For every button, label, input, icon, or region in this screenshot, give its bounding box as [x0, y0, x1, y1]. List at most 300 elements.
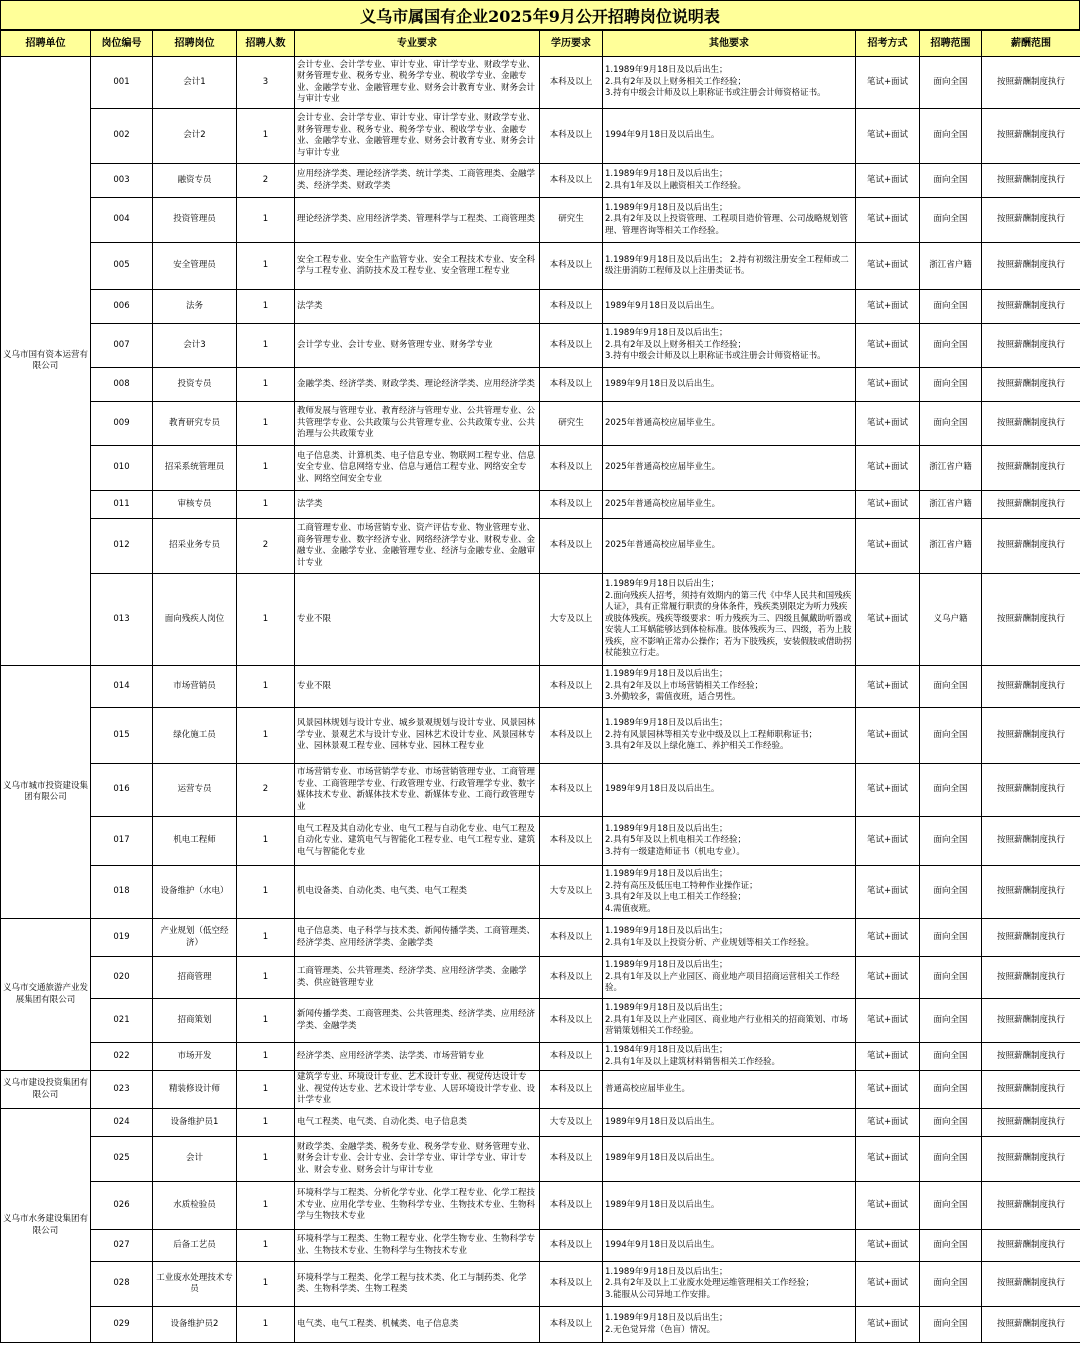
- table-row: [1, 57, 1080, 109]
- other-requirement: 1.1989年9月18日及以后出生； 2.持有初级注册安全工程师或二级注册消防工程师及以上注册类证书。: [603, 243, 856, 290]
- header-scope: 招聘范围: [920, 31, 982, 57]
- major-requirement: 工商管理类、公共管理类、经济学类、应用经济学类、金融学类、供应链管理专业: [295, 957, 540, 999]
- position-number: 015: [91, 708, 153, 764]
- salary-range: 按照薪酬制度执行: [982, 198, 1080, 243]
- recruit-scope: 面向全国: [920, 290, 982, 324]
- salary-range: 按照薪酬制度执行: [982, 1262, 1080, 1307]
- headcount: 1: [237, 1071, 295, 1109]
- exam-method: 笔试+面试: [856, 866, 920, 919]
- salary-range: 按照薪酬制度执行: [982, 109, 1080, 164]
- other-requirement: 1989年9月18日及以后出生。: [603, 764, 856, 817]
- position-number: 013: [91, 574, 153, 666]
- other-requirement: 2025年普通高校应届毕业生。: [603, 491, 856, 519]
- salary-range: 按照薪酬制度执行: [982, 919, 1080, 957]
- exam-method: 笔试+面试: [856, 243, 920, 290]
- table-row: [1, 1109, 1080, 1137]
- headcount: 2: [237, 164, 295, 198]
- other-requirement: 1989年9月18日及以后出生。: [603, 1137, 856, 1182]
- headcount: 1: [237, 919, 295, 957]
- education-requirement: 本科及以上: [540, 368, 603, 402]
- position-number: 023: [91, 1071, 153, 1109]
- table-row: [1, 817, 1080, 866]
- exam-method: 笔试+面试: [856, 164, 920, 198]
- position-number: 022: [91, 1043, 153, 1071]
- exam-method: 笔试+面试: [856, 368, 920, 402]
- major-requirement: 理论经济学类、应用经济学类、管理科学与工程类、工商管理类: [295, 198, 540, 243]
- table-row: [1, 957, 1080, 999]
- position-name: 会计3: [153, 324, 237, 368]
- salary-range: 按照薪酬制度执行: [982, 402, 1080, 446]
- exam-method: 笔试+面试: [856, 1307, 920, 1343]
- exam-method: 笔试+面试: [856, 1043, 920, 1071]
- position-number: 010: [91, 446, 153, 491]
- exam-method: 笔试+面试: [856, 919, 920, 957]
- position-number: 004: [91, 198, 153, 243]
- position-number: 020: [91, 957, 153, 999]
- table-row: [1, 164, 1080, 198]
- header-method: 招考方式: [856, 31, 920, 57]
- position-number: 002: [91, 109, 153, 164]
- position-name: 设备维护员2: [153, 1307, 237, 1343]
- position-name: 审核专员: [153, 491, 237, 519]
- recruit-scope: 面向全国: [920, 1109, 982, 1137]
- other-requirement: 2025年普通高校应届毕业生。: [603, 446, 856, 491]
- position-name: 绿化施工员: [153, 708, 237, 764]
- salary-range: 按照薪酬制度执行: [982, 491, 1080, 519]
- salary-range: 按照薪酬制度执行: [982, 666, 1080, 708]
- education-requirement: 本科及以上: [540, 666, 603, 708]
- recruit-scope: 浙江省户籍: [920, 491, 982, 519]
- other-requirement: 1.1989年9月18日及以后出生； 2.无色觉异常（色盲）情况。: [603, 1307, 856, 1343]
- headcount: 1: [237, 109, 295, 164]
- exam-method: 笔试+面试: [856, 324, 920, 368]
- table-row: [1, 243, 1080, 290]
- salary-range: 按照薪酬制度执行: [982, 1230, 1080, 1262]
- recruit-scope: 面向全国: [920, 368, 982, 402]
- recruit-scope: 面向全国: [920, 402, 982, 446]
- table-row: [1, 290, 1080, 324]
- other-requirement: 1.1989年9月18日及以后出生； 2.具有1年及以上产业园区、商业地产行业相关的招商策划、市场营销策划相关工作经验。: [603, 999, 856, 1043]
- headcount: 1: [237, 198, 295, 243]
- table-row: [1, 402, 1080, 446]
- other-requirement: 普通高校应届毕业生。: [603, 1071, 856, 1109]
- major-requirement: 风景园林规划与设计专业、城乡景观规划与设计专业、风景园林学专业、景观艺术与设计专业、园林艺术设计专业、风景园林专业、园林景观工程专业、园林专业、园林工程专业: [295, 708, 540, 764]
- salary-range: 按照薪酬制度执行: [982, 866, 1080, 919]
- salary-range: 按照薪酬制度执行: [982, 1137, 1080, 1182]
- exam-method: 笔试+面试: [856, 574, 920, 666]
- salary-range: 按照薪酬制度执行: [982, 1109, 1080, 1137]
- table-row: [1, 708, 1080, 764]
- education-requirement: 本科及以上: [540, 1071, 603, 1109]
- education-requirement: 本科及以上: [540, 491, 603, 519]
- table-row: [1, 446, 1080, 491]
- other-requirement: 1989年9月18日及以后出生。: [603, 368, 856, 402]
- table-row: [1, 1262, 1080, 1307]
- headcount: 2: [237, 519, 295, 574]
- major-requirement: 法学类: [295, 290, 540, 324]
- salary-range: 按照薪酬制度执行: [982, 57, 1080, 109]
- position-number: 003: [91, 164, 153, 198]
- recruit-scope: 面向全国: [920, 1137, 982, 1182]
- headcount: 1: [237, 1262, 295, 1307]
- salary-range: 按照薪酬制度执行: [982, 368, 1080, 402]
- exam-method: 笔试+面试: [856, 290, 920, 324]
- position-name: 后备工艺员: [153, 1230, 237, 1262]
- recruit-scope: 面向全国: [920, 1182, 982, 1230]
- recruit-scope: 面向全国: [920, 764, 982, 817]
- recruit-scope: 面向全国: [920, 817, 982, 866]
- education-requirement: 研究生: [540, 198, 603, 243]
- education-requirement: 大专及以上: [540, 866, 603, 919]
- headcount: 1: [237, 866, 295, 919]
- recruit-scope: 面向全国: [920, 919, 982, 957]
- exam-method: 笔试+面试: [856, 764, 920, 817]
- recruit-scope: 面向全国: [920, 324, 982, 368]
- position-name: 招商管理: [153, 957, 237, 999]
- recruit-scope: 面向全国: [920, 1043, 982, 1071]
- position-number: 017: [91, 817, 153, 866]
- education-requirement: 本科及以上: [540, 1262, 603, 1307]
- other-requirement: 2025年普通高校应届毕业生。: [603, 519, 856, 574]
- unit-name: 义乌市水务建设集团有限公司: [1, 1109, 91, 1343]
- position-name: 安全管理员: [153, 243, 237, 290]
- table-row: [1, 919, 1080, 957]
- table-row: [1, 198, 1080, 243]
- education-requirement: 本科及以上: [540, 764, 603, 817]
- headcount: 1: [237, 290, 295, 324]
- exam-method: 笔试+面试: [856, 666, 920, 708]
- position-name: 市场开发: [153, 1043, 237, 1071]
- recruit-scope: 面向全国: [920, 164, 982, 198]
- unit-name: 义乌市交通旅游产业发展集团有限公司: [1, 919, 91, 1071]
- table-row: [1, 666, 1080, 708]
- header-count: 招聘人数: [237, 31, 295, 57]
- other-requirement: 1989年9月18日及以后出生。: [603, 1182, 856, 1230]
- other-requirement: 1.1989年9月18日及以后出生； 2.具有5年及以上机电相关工作经验； 3.持有一级建造师证书（机电专业）。: [603, 817, 856, 866]
- education-requirement: 大专及以上: [540, 1109, 603, 1137]
- education-requirement: 本科及以上: [540, 1307, 603, 1343]
- headcount: 1: [237, 708, 295, 764]
- exam-method: 笔试+面试: [856, 402, 920, 446]
- table-row: [1, 519, 1080, 574]
- position-number: 012: [91, 519, 153, 574]
- position-name: 融资专员: [153, 164, 237, 198]
- position-name: 水质检验员: [153, 1182, 237, 1230]
- table-row: [1, 109, 1080, 164]
- salary-range: 按照薪酬制度执行: [982, 1071, 1080, 1109]
- recruit-scope: 面向全国: [920, 999, 982, 1043]
- position-name: 设备维护（水电）: [153, 866, 237, 919]
- major-requirement: 教师发展与管理专业、教育经济与管理专业、公共管理专业、公共管理学专业、公共政策与公共管理专业、公共政策专业、公共治理与公共政策专业: [295, 402, 540, 446]
- position-name: 会计1: [153, 57, 237, 109]
- position-name: 投资专员: [153, 368, 237, 402]
- other-requirement: 1994年9月18日及以后出生。: [603, 109, 856, 164]
- table-row: [1, 1137, 1080, 1182]
- other-requirement: 1.1989年9月18日及以后出生； 2.具有2年及以上投资管理、工程项目造价管理、公司战略规划管理、管理咨询等相关工作经验。: [603, 198, 856, 243]
- headcount: 1: [237, 243, 295, 290]
- headcount: 1: [237, 574, 295, 666]
- education-requirement: 本科及以上: [540, 957, 603, 999]
- headcount: 1: [237, 324, 295, 368]
- position-name: 设备维护员1: [153, 1109, 237, 1137]
- salary-range: 按照薪酬制度执行: [982, 574, 1080, 666]
- salary-range: 按照薪酬制度执行: [982, 1043, 1080, 1071]
- other-requirement: 1.1989年9月18日及以后出生； 2.具有1年及以上融资相关工作经验。: [603, 164, 856, 198]
- headcount: 1: [237, 666, 295, 708]
- positions-table: [0, 30, 1080, 1343]
- major-requirement: 电子信息类、计算机类、电子信息专业、物联网工程专业、信息安全专业、信息网络专业、信息与通信工程专业、网络安全专业、网络空间安全专业: [295, 446, 540, 491]
- header-major: 专业要求: [295, 31, 540, 57]
- position-number: 025: [91, 1137, 153, 1182]
- major-requirement: 环境科学与工程类、分析化学专业、化学工程专业、化学工程技术专业、应用化学专业、生物科学专业、生物技术专业、生物科学与生物技术专业: [295, 1182, 540, 1230]
- salary-range: 按照薪酬制度执行: [982, 446, 1080, 491]
- position-number: 006: [91, 290, 153, 324]
- position-number: 014: [91, 666, 153, 708]
- education-requirement: 本科及以上: [540, 324, 603, 368]
- headcount: 1: [237, 1137, 295, 1182]
- other-requirement: 1.1989年9月18日及以后出生； 2.具有2年及以上市场营销相关工作经验； 3.外勤较多，需值夜班，适合男性。: [603, 666, 856, 708]
- recruit-scope: 面向全国: [920, 1230, 982, 1262]
- table-row: [1, 1043, 1080, 1071]
- education-requirement: 本科及以上: [540, 446, 603, 491]
- exam-method: 笔试+面试: [856, 519, 920, 574]
- exam-method: 笔试+面试: [856, 1182, 920, 1230]
- recruit-scope: 面向全国: [920, 708, 982, 764]
- headcount: 1: [237, 1230, 295, 1262]
- major-requirement: 经济学类、应用经济学类、法学类、市场营销专业: [295, 1043, 540, 1071]
- header-position: 招聘岗位: [153, 31, 237, 57]
- exam-method: 笔试+面试: [856, 817, 920, 866]
- headcount: 1: [237, 1109, 295, 1137]
- position-number: 024: [91, 1109, 153, 1137]
- other-requirement: 2025年普通高校应届毕业生。: [603, 402, 856, 446]
- headcount: 1: [237, 491, 295, 519]
- recruit-scope: 面向全国: [920, 109, 982, 164]
- salary-range: 按照薪酬制度执行: [982, 764, 1080, 817]
- major-requirement: 安全工程专业、安全生产监管专业、安全工程技术专业、安全科学与工程专业、消防技术及工程专业、安全管理工程专业: [295, 243, 540, 290]
- education-requirement: 本科及以上: [540, 519, 603, 574]
- exam-method: 笔试+面试: [856, 446, 920, 491]
- header-other: 其他要求: [603, 31, 856, 57]
- recruit-scope: 面向全国: [920, 866, 982, 919]
- table-row: [1, 1307, 1080, 1343]
- header-position-no: 岗位编号: [91, 31, 153, 57]
- other-requirement: 1.1989年9月18日及以后出生； 2.具有2年及以上工业废水处理运维管理相关工作经验； 3.能服从公司异地工作安排。: [603, 1262, 856, 1307]
- sheet-title: 义乌市属国有企业2025年9月公开招聘岗位说明表: [0, 0, 1080, 30]
- recruit-scope: 浙江省户籍: [920, 243, 982, 290]
- exam-method: 笔试+面试: [856, 708, 920, 764]
- exam-method: 笔试+面试: [856, 1137, 920, 1182]
- exam-method: 笔试+面试: [856, 57, 920, 109]
- other-requirement: 1.1989年9月18日及以后出生； 2.具有1年及以上投资分析、产业规划等相关工作经验。: [603, 919, 856, 957]
- salary-range: 按照薪酬制度执行: [982, 708, 1080, 764]
- position-name: 招采业务专员: [153, 519, 237, 574]
- table-row: [1, 1182, 1080, 1230]
- position-number: 021: [91, 999, 153, 1043]
- salary-range: 按照薪酬制度执行: [982, 290, 1080, 324]
- headcount: 2: [237, 764, 295, 817]
- salary-range: 按照薪酬制度执行: [982, 817, 1080, 866]
- position-name: 精装修设计师: [153, 1071, 237, 1109]
- position-number: 029: [91, 1307, 153, 1343]
- table-row: [1, 999, 1080, 1043]
- salary-range: 按照薪酬制度执行: [982, 519, 1080, 574]
- salary-range: 按照薪酬制度执行: [982, 164, 1080, 198]
- table-row: [1, 491, 1080, 519]
- education-requirement: 本科及以上: [540, 1230, 603, 1262]
- education-requirement: 研究生: [540, 402, 603, 446]
- major-requirement: 专业不限: [295, 666, 540, 708]
- salary-range: 按照薪酬制度执行: [982, 1182, 1080, 1230]
- salary-range: 按照薪酬制度执行: [982, 1307, 1080, 1343]
- position-name: 招采系统管理员: [153, 446, 237, 491]
- position-name: 面向残疾人岗位: [153, 574, 237, 666]
- headcount: 1: [237, 817, 295, 866]
- education-requirement: 本科及以上: [540, 243, 603, 290]
- major-requirement: 电气工程及其自动化专业、电气工程与自动化专业、电气工程及自动化专业、建筑电气与智能化工程专业、电气工程专业、建筑电气与智能化专业: [295, 817, 540, 866]
- table-row: [1, 324, 1080, 368]
- other-requirement: 1989年9月18日及以后出生。: [603, 1109, 856, 1137]
- headcount: 1: [237, 999, 295, 1043]
- education-requirement: 本科及以上: [540, 919, 603, 957]
- exam-method: 笔试+面试: [856, 491, 920, 519]
- recruit-scope: 义乌户籍: [920, 574, 982, 666]
- position-number: 007: [91, 324, 153, 368]
- position-name: 会计: [153, 1137, 237, 1182]
- position-name: 工业废水处理技术专员: [153, 1262, 237, 1307]
- education-requirement: 大专及以上: [540, 574, 603, 666]
- recruit-scope: 面向全国: [920, 957, 982, 999]
- major-requirement: 会计专业、会计学专业、审计专业、审计学专业、财政学专业、财务管理专业、税务专业、税务学专业、税收学专业、金融专业、金融学专业、金融管理专业、财务会计教育专业、财务会计与审计专业: [295, 109, 540, 164]
- headcount: 1: [237, 446, 295, 491]
- other-requirement: 1994年9月18日及以后出生。: [603, 1230, 856, 1262]
- other-requirement: 1.1989年9月18日及以后出生； 2.具有2年及以上财务相关工作经验； 3.持有中级会计师及以上职称证书或注册会计师资格证书。: [603, 57, 856, 109]
- education-requirement: 本科及以上: [540, 708, 603, 764]
- major-requirement: 应用经济学类、理论经济学类、统计学类、工商管理类、金融学类、经济学类、财政学类: [295, 164, 540, 198]
- position-name: 机电工程师: [153, 817, 237, 866]
- major-requirement: 会计专业、会计学专业、审计专业、审计学专业、财政学专业、财务管理专业、税务专业、税务学专业、税收学专业、金融专业、金融学专业、金融管理专业、财务会计教育专业、财务会计与审计专业: [295, 57, 540, 109]
- major-requirement: 新闻传播学类、工商管理类、公共管理类、经济学类、应用经济学类、金融学类: [295, 999, 540, 1043]
- headcount: 1: [237, 402, 295, 446]
- exam-method: 笔试+面试: [856, 1262, 920, 1307]
- position-number: 028: [91, 1262, 153, 1307]
- position-number: 005: [91, 243, 153, 290]
- other-requirement: 1.1989年9月18日及以后出生； 2.持有高压及低压电工特种作业操作证； 3.具有2年及以上电工相关工作经验； 4.需值夜班。: [603, 866, 856, 919]
- major-requirement: 金融学类、经济学类、财政学类、理论经济学类、应用经济学类: [295, 368, 540, 402]
- table-row: [1, 866, 1080, 919]
- exam-method: 笔试+面试: [856, 957, 920, 999]
- major-requirement: 环境科学与工程类、化学工程与技术类、化工与制药类、化学类、生物科学类、生物工程类: [295, 1262, 540, 1307]
- recruit-scope: 面向全国: [920, 1307, 982, 1343]
- position-name: 会计2: [153, 109, 237, 164]
- position-number: 008: [91, 368, 153, 402]
- position-name: 产业规划（低空经济）: [153, 919, 237, 957]
- header-unit: 招聘单位: [1, 31, 91, 57]
- salary-range: 按照薪酬制度执行: [982, 957, 1080, 999]
- major-requirement: 财政学类、金融学类、税务专业、税务学专业、财务管理专业、财务会计专业、会计专业、会计学专业、审计学专业、审计专业、财会专业、财务会计与审计专业: [295, 1137, 540, 1182]
- education-requirement: 本科及以上: [540, 290, 603, 324]
- recruit-scope: 面向全国: [920, 1262, 982, 1307]
- table-row: [1, 1071, 1080, 1109]
- position-name: 法务: [153, 290, 237, 324]
- education-requirement: 本科及以上: [540, 57, 603, 109]
- other-requirement: 1.1984年9月18日及以后出生； 2.具有1年及以上建筑材料销售相关工作经验。: [603, 1043, 856, 1071]
- position-number: 027: [91, 1230, 153, 1262]
- unit-name: 义乌市建设投资集团有限公司: [1, 1071, 91, 1109]
- recruit-scope: 面向全国: [920, 1071, 982, 1109]
- position-name: 投资管理员: [153, 198, 237, 243]
- headcount: 1: [237, 1182, 295, 1230]
- education-requirement: 本科及以上: [540, 164, 603, 198]
- salary-range: 按照薪酬制度执行: [982, 324, 1080, 368]
- salary-range: 按照薪酬制度执行: [982, 999, 1080, 1043]
- recruit-scope: 浙江省户籍: [920, 519, 982, 574]
- unit-name: 义乌市国有资本运营有限公司: [1, 57, 91, 666]
- position-number: 019: [91, 919, 153, 957]
- major-requirement: 专业不限: [295, 574, 540, 666]
- education-requirement: 本科及以上: [540, 1043, 603, 1071]
- position-name: 教育研究专员: [153, 402, 237, 446]
- other-requirement: 1.1989年9月18日以后出生； 2.面向残疾人招考，须持有效期内的第三代《中华人民共和国残疾人证》，具有正常履行职责的身体条件，残疾类别限定为听力残疾或肢体残疾。残疾等级要求：听力残疾为三、四级且佩戴助听器或安装人工耳蜗能够达到体检标准。肢体残疾为三、四级，若为上肢残疾，应不影响正常办公操作；若为下肢残疾，安装假肢或借助拐杖能独立行走。: [603, 574, 856, 666]
- education-requirement: 本科及以上: [540, 817, 603, 866]
- education-requirement: 本科及以上: [540, 1137, 603, 1182]
- salary-range: 按照薪酬制度执行: [982, 243, 1080, 290]
- major-requirement: 机电设备类、自动化类、电气类、电气工程类: [295, 866, 540, 919]
- table-row: [1, 1230, 1080, 1262]
- table-row: [1, 368, 1080, 402]
- education-requirement: 本科及以上: [540, 109, 603, 164]
- education-requirement: 本科及以上: [540, 999, 603, 1043]
- position-number: 001: [91, 57, 153, 109]
- exam-method: 笔试+面试: [856, 198, 920, 243]
- exam-method: 笔试+面试: [856, 1071, 920, 1109]
- headcount: 3: [237, 57, 295, 109]
- exam-method: 笔试+面试: [856, 999, 920, 1043]
- recruit-scope: 面向全国: [920, 666, 982, 708]
- major-requirement: 电子信息类、电子科学与技术类、新闻传播学类、工商管理类、经济学类、应用经济学类、金融学类: [295, 919, 540, 957]
- position-number: 009: [91, 402, 153, 446]
- other-requirement: 1989年9月18日及以后出生。: [603, 290, 856, 324]
- table-row: [1, 574, 1080, 666]
- position-name: 运营专员: [153, 764, 237, 817]
- other-requirement: 1.1989年9月18日及以后出生； 2.具有2年及以上财务相关工作经验； 3.持有中级会计师及以上职称证书或注册会计师资格证书。: [603, 324, 856, 368]
- recruit-scope: 面向全国: [920, 57, 982, 109]
- header-salary: 薪酬范围: [982, 31, 1080, 57]
- exam-method: 笔试+面试: [856, 1109, 920, 1137]
- position-number: 016: [91, 764, 153, 817]
- table-row: [1, 764, 1080, 817]
- recruit-scope: 浙江省户籍: [920, 446, 982, 491]
- major-requirement: 市场营销专业、市场营销学专业、市场营销管理专业、工商管理专业、工商管理学专业、行政管理专业、行政管理学专业、数字媒体技术专业、新媒体技术专业、新媒体专业、工商行政管理专业: [295, 764, 540, 817]
- position-number: 011: [91, 491, 153, 519]
- headcount: 1: [237, 957, 295, 999]
- education-requirement: 本科及以上: [540, 1182, 603, 1230]
- position-number: 026: [91, 1182, 153, 1230]
- major-requirement: 会计学专业、会计专业、财务管理专业、财务学专业: [295, 324, 540, 368]
- major-requirement: 法学类: [295, 491, 540, 519]
- other-requirement: 1.1989年9月18日及以后出生； 2.持有风景园林等相关专业中级及以上工程师职称证书； 3.具有2年及以上绿化施工、养护相关工作经验。: [603, 708, 856, 764]
- major-requirement: 电气类、电气工程类、机械类、电子信息类: [295, 1307, 540, 1343]
- headcount: 1: [237, 1043, 295, 1071]
- major-requirement: 环境科学与工程类、生物工程专业、化学生物专业、生物科学专业、生物技术专业、生物科学与生物技术专业: [295, 1230, 540, 1262]
- major-requirement: 电气工程类、电气类、自动化类、电子信息类: [295, 1109, 540, 1137]
- headcount: 1: [237, 1307, 295, 1343]
- headcount: 1: [237, 368, 295, 402]
- exam-method: 笔试+面试: [856, 1230, 920, 1262]
- recruit-scope: 面向全国: [920, 198, 982, 243]
- position-name: 市场营销员: [153, 666, 237, 708]
- position-name: 招商策划: [153, 999, 237, 1043]
